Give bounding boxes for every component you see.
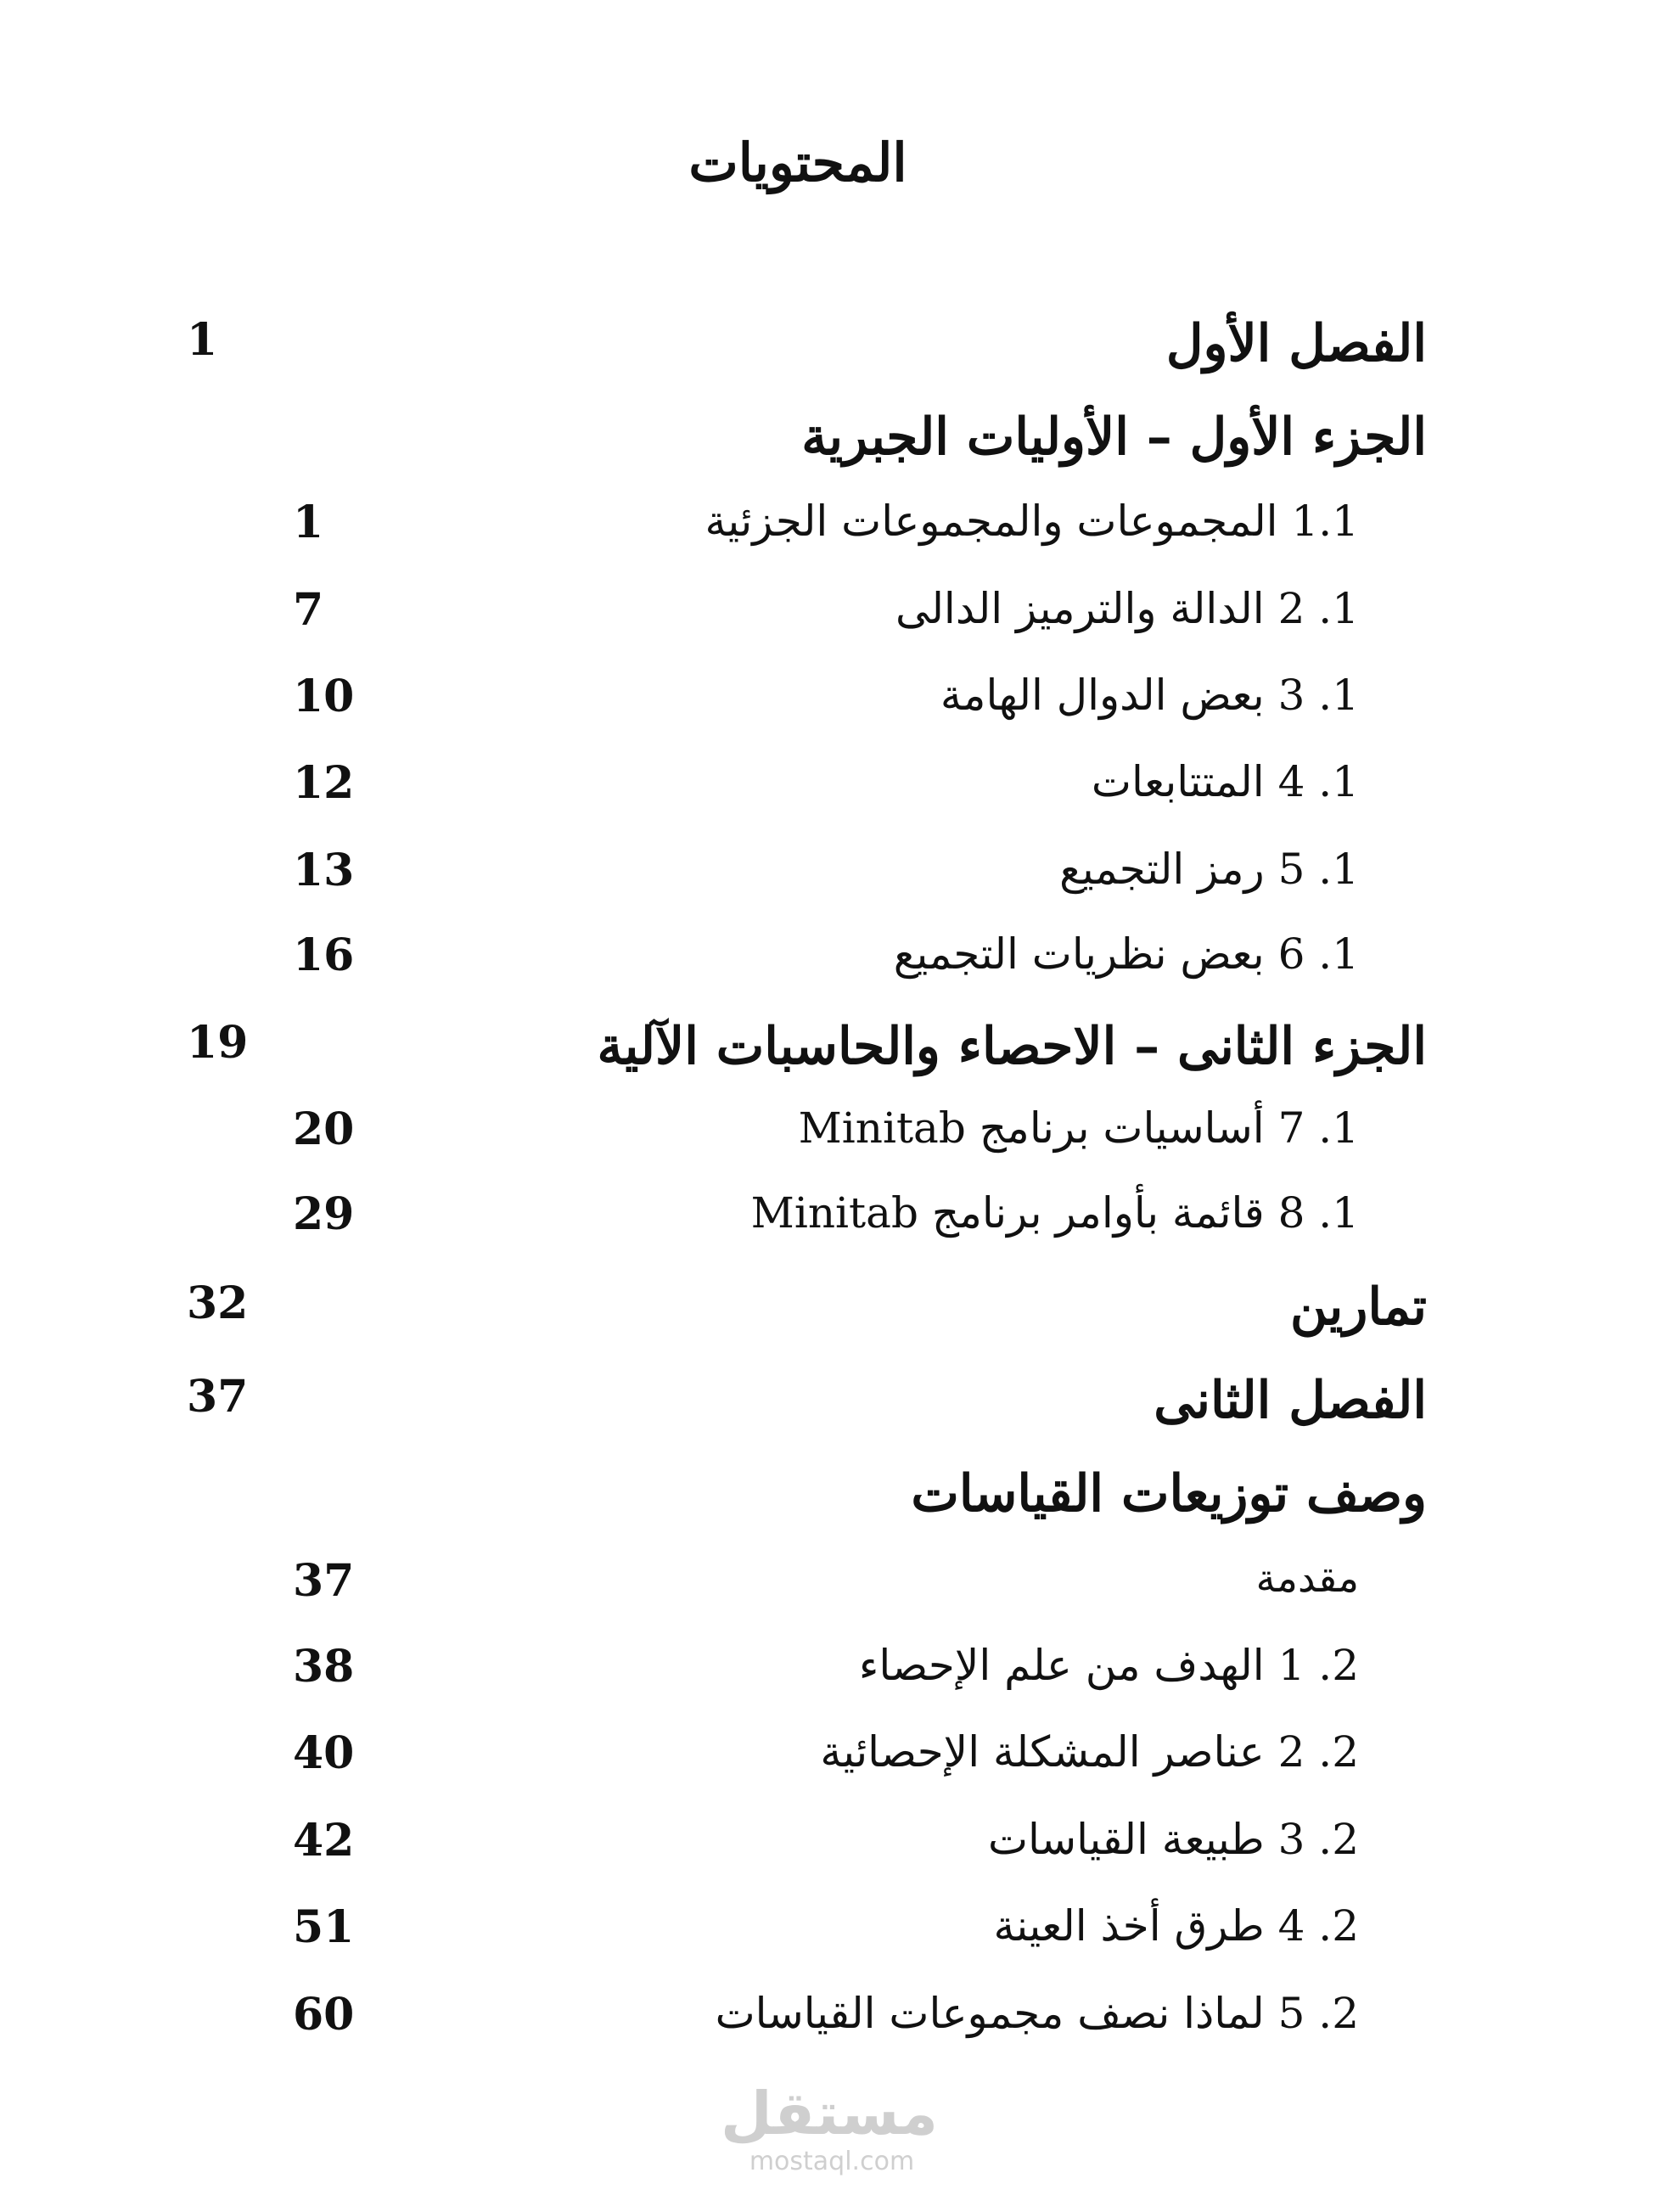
toc-entry-section-1-1 <box>0 497 1656 564</box>
toc-entry-section-2-4 <box>0 1901 1656 1969</box>
toc-entry-page: 10 <box>293 671 355 722</box>
toc-entry-page: 42 <box>293 1815 355 1867</box>
toc-entry-page: 60 <box>293 1989 355 2041</box>
toc-entry-title: 2. 4 طرق أخذ العينة <box>993 1901 1359 1951</box>
toc-entry-title: 2. 1 الهدف من علم الإحصاء <box>858 1641 1359 1690</box>
toc-entry-title: الفصل الأول <box>1165 314 1427 373</box>
toc-entry-page: 16 <box>293 929 355 981</box>
toc-entry-chapter-2-subtitle <box>0 1464 1656 1532</box>
watermark <box>720 2079 938 2176</box>
toc-entry-section-1-6 <box>0 929 1656 997</box>
page-title: المحتويات <box>688 132 907 194</box>
toc-entry-title: 1. 5 رمز التجميع <box>1059 845 1359 894</box>
toc-entry-title: 1. 2 الدالة والترميز الدالى <box>895 584 1359 633</box>
toc-entry-page: 12 <box>293 757 355 809</box>
watermark-url: mostaql.com <box>749 2147 915 2176</box>
toc-entry-section-1-7 <box>0 1103 1656 1171</box>
toc-entry-section-1-5 <box>0 845 1656 912</box>
toc-entry-section-2-3 <box>0 1815 1656 1883</box>
toc-entry-section-1-3 <box>0 671 1656 738</box>
toc-entry-title: 1. 4 المتتابعات <box>1091 757 1359 806</box>
toc-entry-section-2-5 <box>0 1989 1656 2057</box>
toc-entry-part-1 <box>0 407 1656 475</box>
watermark-logo: مستقل <box>720 2079 938 2148</box>
toc-entry-chapter-2 <box>0 1371 1656 1439</box>
toc-entry-page: 32 <box>187 1277 249 1329</box>
toc-entry-introduction <box>0 1555 1656 1623</box>
toc-entry-page: 29 <box>293 1188 355 1240</box>
toc-entry-section-2-1 <box>0 1641 1656 1709</box>
toc-entry-page: 40 <box>293 1727 355 1779</box>
toc-entry-exercises <box>0 1277 1656 1345</box>
toc-entry-title: الجزء الأول – الأوليات الجبرية <box>801 407 1427 467</box>
toc-entry-title: 1. 8 قائمة بأوامر برنامج Minitab <box>750 1188 1359 1238</box>
toc-entry-section-1-8 <box>0 1188 1656 1256</box>
toc-entry-page: 1 <box>293 497 324 548</box>
toc-entry-title: 1.1 المجموعات والمجموعات الجزئية <box>705 497 1359 546</box>
toc-entry-chapter-1 <box>0 314 1656 382</box>
toc-entry-title: 1. 3 بعض الدوال الهامة <box>940 671 1359 720</box>
toc-entry-title: الفصل الثانى <box>1154 1371 1427 1430</box>
toc-entry-title: 1. 6 بعض نظريات التجميع <box>893 929 1359 979</box>
toc-entry-title: 2. 2 عناصر المشكلة الإحصائية <box>820 1727 1359 1777</box>
toc-entry-page: 20 <box>293 1103 355 1155</box>
toc-entry-title: تمارين <box>1289 1277 1427 1337</box>
toc-entry-page: 13 <box>293 845 355 896</box>
toc-entry-page: 38 <box>293 1641 355 1693</box>
toc-entry-title: 1. 7 أساسيات برنامج Minitab <box>798 1103 1359 1153</box>
toc-entry-page: 37 <box>187 1371 249 1423</box>
toc-entry-page: 1 <box>187 314 218 366</box>
toc-entry-page: 37 <box>293 1555 355 1607</box>
toc-entry-page: 7 <box>293 584 324 636</box>
toc-entry-title: الجزء الثانى – الاحصاء والحاسبات الآلية <box>597 1017 1427 1076</box>
toc-entry-title: مقدمة <box>1255 1555 1359 1601</box>
toc-entry-section-2-2 <box>0 1727 1656 1795</box>
toc-entry-section-1-4 <box>0 757 1656 825</box>
toc-entry-title: 2. 3 طبيعة القياسات <box>987 1815 1359 1864</box>
toc-entry-title: 2. 5 لماذا نصف مجموعات القياسات <box>715 1989 1359 2038</box>
toc-entry-part-2 <box>0 1017 1656 1085</box>
toc-entry-page: 51 <box>293 1901 355 1953</box>
toc-entry-section-1-2 <box>0 584 1656 652</box>
toc-entry-title: وصف توزيعات القياسات <box>911 1464 1427 1524</box>
toc-entry-page: 19 <box>187 1017 249 1069</box>
